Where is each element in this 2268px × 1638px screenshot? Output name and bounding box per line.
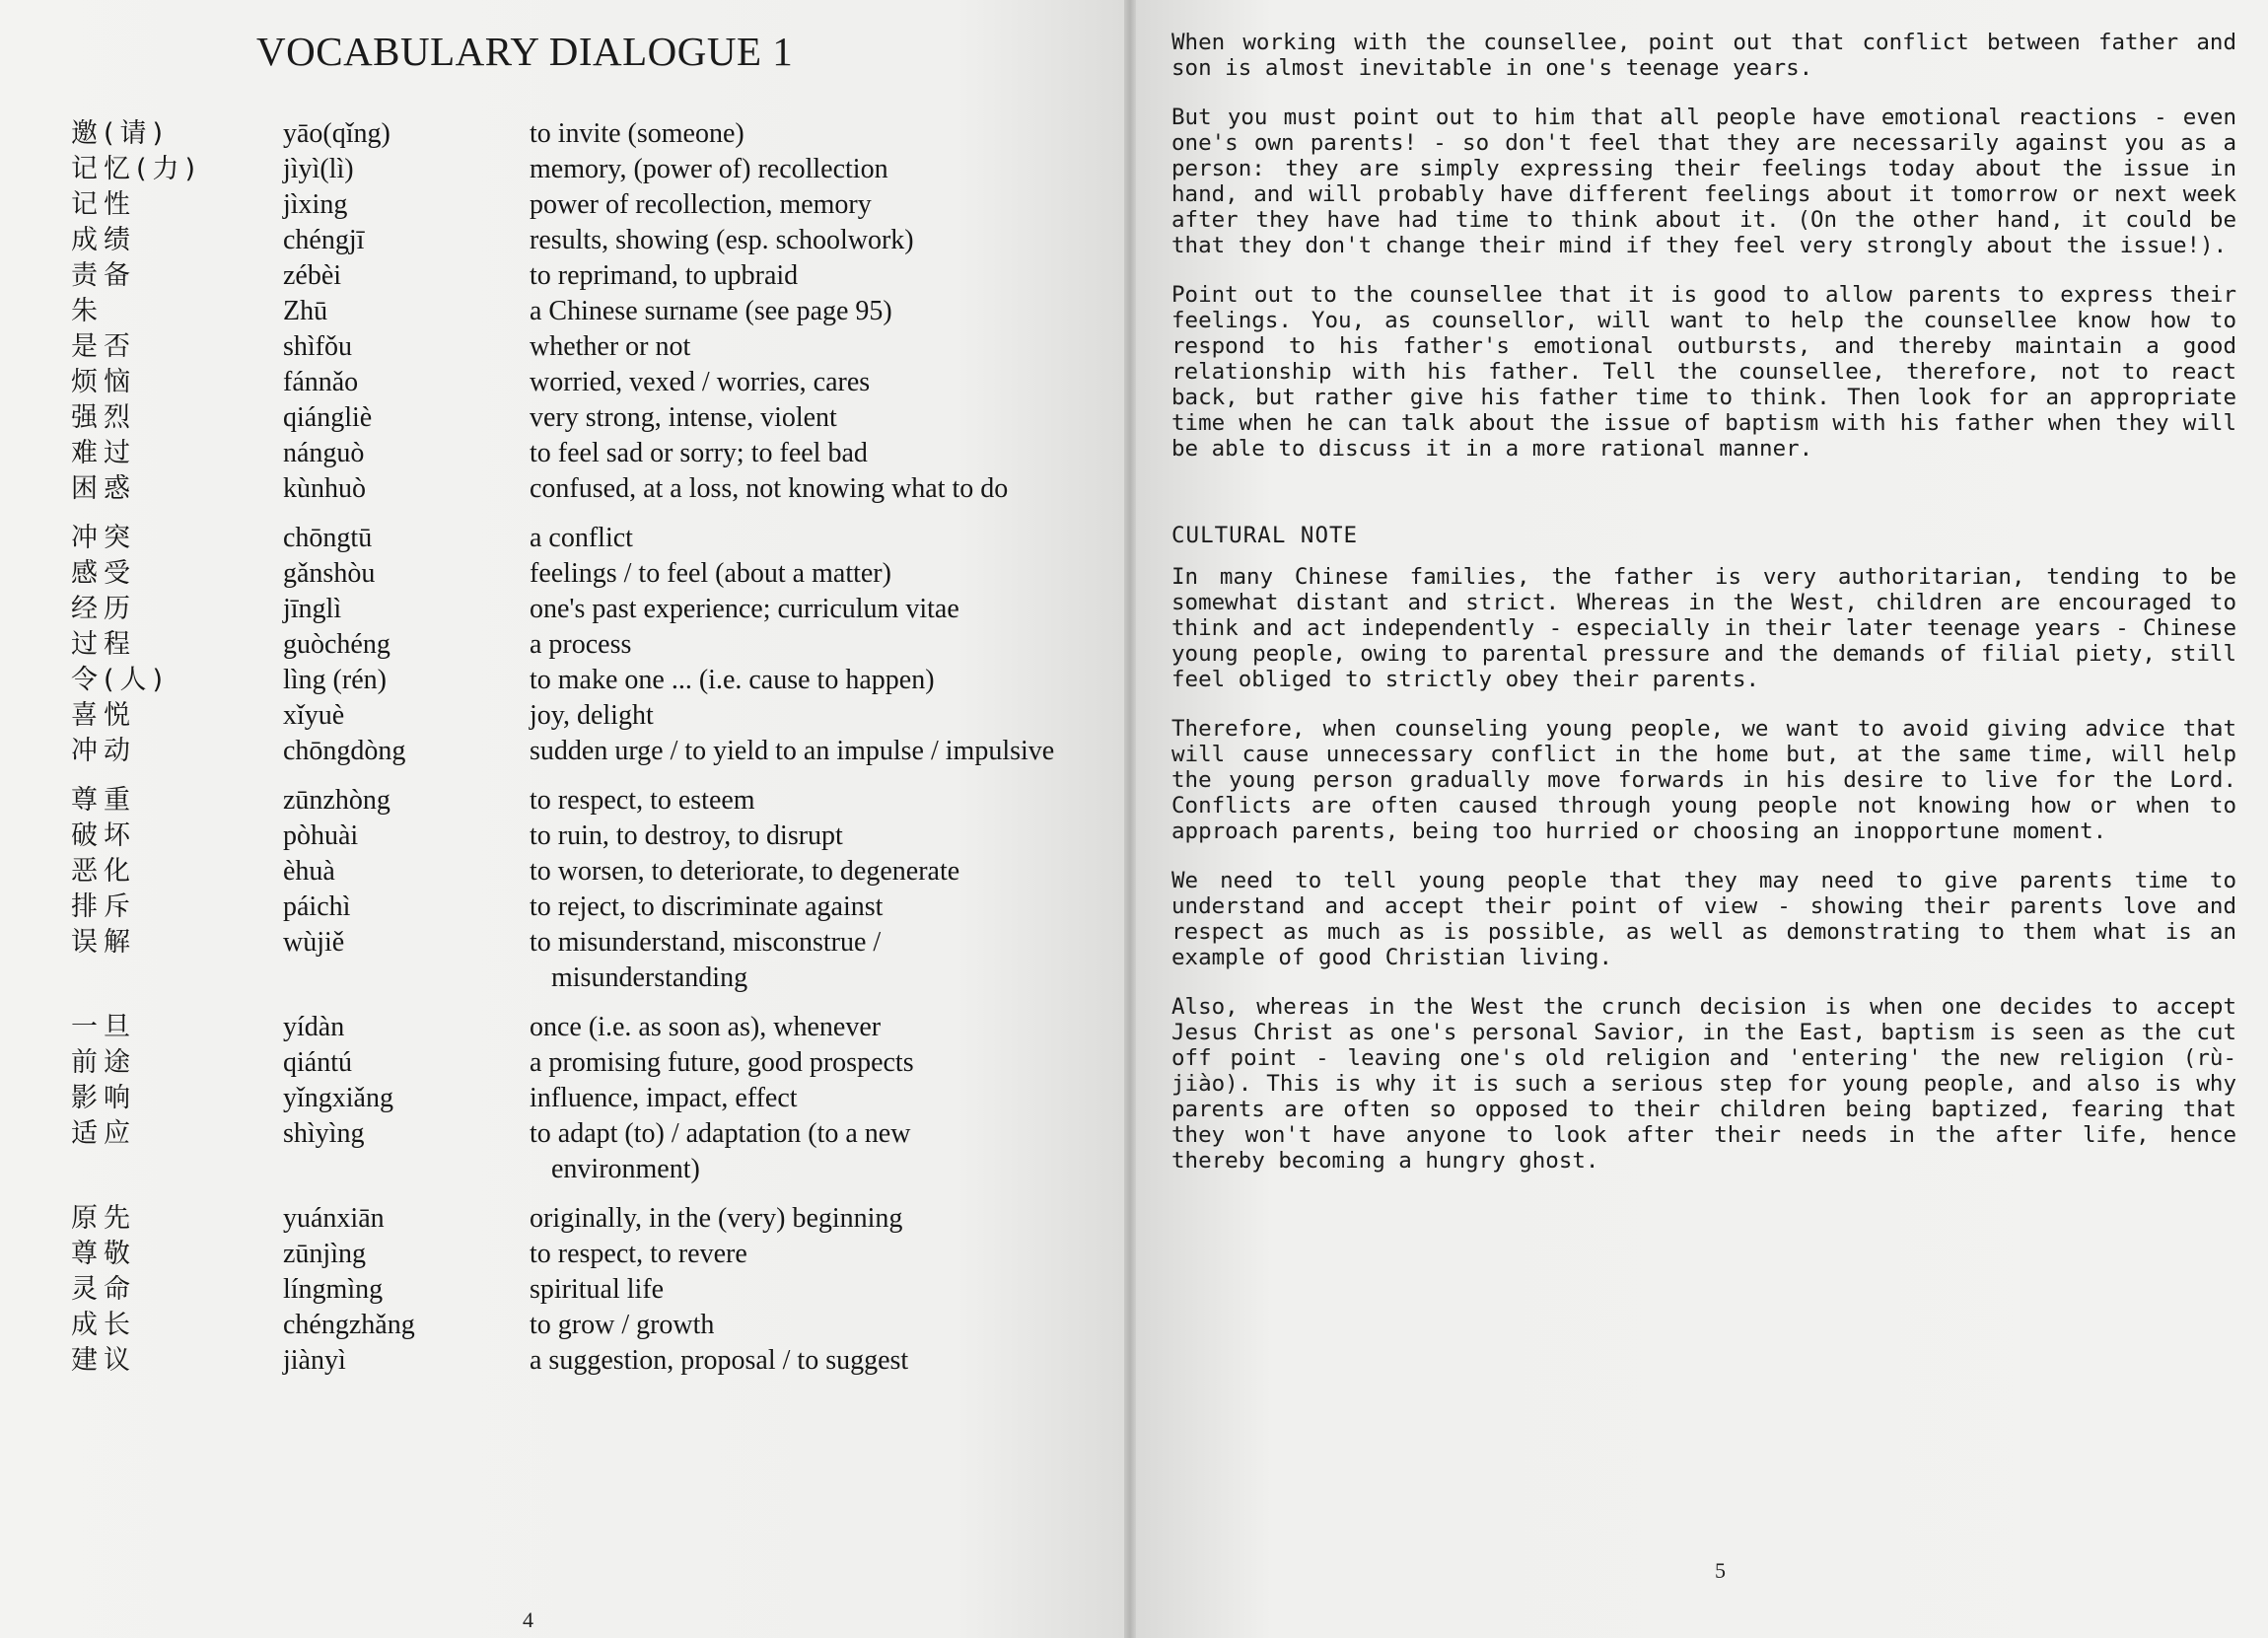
vocab-pinyin: shìyìng	[283, 1118, 365, 1149]
vocab-pinyin: chéngzhǎng	[283, 1310, 415, 1340]
vocab-entry	[71, 258, 1057, 294]
vocab-hanzi: 责备	[71, 260, 136, 291]
vocab-meaning: a suggestion, proposal / to suggest	[530, 1345, 909, 1376]
vocab-meaning: once (i.e. as soon as), whenever	[530, 1012, 882, 1042]
book-gutter	[1124, 0, 1136, 1638]
cultural-note-paragraph: Therefore, when counseling young people, we want to avoid giving advice that will cause unnecessary conflict in the home but, at the same time, will help the young person gradually move forwards in his desire to live for the Lord. Conflicts are often caused through young people not knowing how or when to approach parents, being too hurried or choosing an inopportune moment.	[1171, 716, 2236, 844]
vocab-hanzi: 是否	[71, 331, 136, 362]
vocab-meaning: worried, vexed / worries, cares	[530, 367, 871, 397]
page-number-right: 5	[1715, 1558, 1726, 1583]
vocab-entry	[71, 783, 1057, 819]
cultural-note-heading: CULTURAL NOTE	[1171, 523, 1359, 548]
vocab-hanzi: 影响	[71, 1083, 136, 1113]
vocab-hanzi: 记性	[71, 189, 136, 220]
vocab-entry	[71, 1010, 1057, 1045]
vocab-entry	[71, 400, 1057, 436]
vocab-hanzi: 记忆(力)	[71, 154, 202, 184]
cultural-note-paragraph: In many Chinese families, the father is very authoritarian, tending to be somewhat distant and strict. Whereas in the West, children are encouraged to think and act independently - especially in their later teenage years - Chinese young people, owing to parental pressure and the demands of filial piety, still feel obliged to strictly obey their parents.	[1171, 564, 2236, 692]
vocab-hanzi: 原先	[71, 1203, 136, 1234]
vocab-entry	[71, 521, 1057, 556]
vocab-pinyin: zūnzhòng	[283, 785, 390, 816]
vocab-hanzi: 一旦	[71, 1012, 136, 1042]
vocab-entry	[71, 890, 1057, 925]
vocab-entry	[71, 436, 1057, 471]
vocab-meaning: feelings / to feel (about a matter)	[530, 558, 891, 589]
cultural-note-paragraph: Also, whereas in the West the crunch decision is when one decides to accept Jesus Christ as one's personal Savior, in the East, baptism is seen as the cut off point - leaving one's old religion and 'entering' the new religion (rù-jiào). This is why it is such a serious step for young people, and also is why parents are often so opposed to their children being baptized, fearing that they won't have anyone to look after their needs in the after life, hence thereby becoming a hungry ghost.	[1171, 994, 2236, 1174]
vocab-entry	[71, 663, 1057, 698]
vocab-meaning: sudden urge / to yield to an impulse / impulsive	[530, 736, 1055, 766]
vocab-meaning: very strong, intense, violent	[530, 402, 837, 433]
vocab-meaning: to reject, to discriminate against	[530, 891, 884, 922]
vocab-hanzi: 排斥	[71, 891, 136, 922]
vocab-pinyin: guòchéng	[283, 629, 390, 660]
vocab-pinyin: jīnglì	[283, 594, 342, 624]
vocab-meaning: results, showing (esp. schoolwork)	[530, 225, 914, 255]
vocab-meaning: influence, impact, effect	[530, 1083, 798, 1113]
vocab-entry	[71, 1308, 1057, 1343]
vocab-entry	[71, 223, 1057, 258]
vocab-entry	[71, 187, 1057, 223]
vocab-meaning: spiritual life	[530, 1274, 665, 1305]
vocab-pinyin: fánnǎo	[283, 367, 359, 397]
vocab-meaning: originally, in the (very) beginning	[530, 1203, 903, 1234]
vocab-hanzi: 朱	[71, 296, 104, 326]
vocab-entry	[71, 1343, 1057, 1379]
vocab-meaning: memory, (power of) recollection	[530, 154, 888, 184]
vocab-pinyin: yāo(qǐng)	[283, 118, 390, 149]
vocab-entry	[71, 1201, 1057, 1237]
vocab-pinyin: pòhuài	[283, 820, 359, 851]
vocab-pinyin: jiànyì	[283, 1345, 346, 1376]
vocab-pinyin: gǎnshòu	[283, 558, 376, 589]
vocabulary-list	[71, 116, 1057, 1379]
vocab-hanzi: 恶化	[71, 856, 136, 887]
vocab-entry	[71, 734, 1057, 769]
vocab-meaning: to respect, to revere	[530, 1239, 747, 1269]
vocab-entry	[71, 294, 1057, 329]
vocab-entry	[71, 152, 1057, 187]
vocab-hanzi: 冲动	[71, 736, 136, 766]
vocab-pinyin: lìng (rén)	[283, 665, 387, 695]
vocab-hanzi: 经历	[71, 594, 136, 624]
vocab-pinyin: jìxing	[283, 189, 348, 220]
vocab-entry	[71, 556, 1057, 592]
vocab-pinyin: yuánxiān	[283, 1203, 385, 1234]
vocab-pinyin: zūnjìng	[283, 1239, 366, 1269]
cultural-note-paragraph: We need to tell young people that they may need to give parents time to understand and accept their point of view - showing their parents love and respect as much as is possible, as well as demonstrating to them what is an example of good Christian living.	[1171, 868, 2236, 970]
vocab-hanzi: 强烈	[71, 402, 136, 433]
vocab-meaning: to misunderstand, misconstrue / misunderstanding	[530, 927, 882, 993]
vocab-entry	[71, 116, 1057, 152]
vocab-meaning: confused, at a loss, not knowing what to do	[530, 473, 1009, 504]
left-page	[0, 0, 1124, 1638]
vocab-meaning: whether or not	[530, 331, 691, 362]
vocab-pinyin: chōngdòng	[283, 736, 406, 766]
vocab-hanzi: 感受	[71, 558, 136, 589]
vocab-pinyin: nánguò	[283, 438, 365, 468]
vocabulary-title: VOCABULARY DIALOGUE 1	[256, 29, 794, 74]
vocab-hanzi: 适应	[71, 1118, 136, 1149]
vocab-hanzi: 困惑	[71, 473, 136, 504]
vocab-pinyin: páichì	[283, 891, 351, 922]
vocab-pinyin: jìyì(lì)	[283, 154, 354, 184]
vocab-entry	[71, 365, 1057, 400]
vocab-entry	[71, 329, 1057, 365]
vocab-entry	[71, 1116, 1057, 1187]
vocab-entry	[71, 819, 1057, 854]
vocab-meaning: a promising future, good prospects	[530, 1047, 914, 1078]
vocab-hanzi: 喜悦	[71, 700, 136, 731]
vocab-meaning: a Chinese surname (see page 95)	[530, 296, 892, 326]
notes-paragraph: Point out to the counsellee that it is good to allow parents to express their feelings. You, as counsellor, will want to help the counsellee know how to respond to his father's emotional outbursts, and thereby maintain a good relationship with his father. Tell the counsellee, therefore, not to react back, but rather give his father time to think. Then look for an appropriate time when he can talk about the issue of baptism with his father when they will be able to discuss it in a more rational manner.	[1171, 282, 2236, 462]
vocab-hanzi: 误解	[71, 927, 136, 958]
vocab-meaning: to reprimand, to upbraid	[530, 260, 799, 291]
vocab-meaning: to make one ... (i.e. cause to happen)	[530, 665, 935, 695]
vocab-meaning: joy, delight	[530, 700, 654, 731]
vocab-entry	[71, 854, 1057, 890]
right-page	[1136, 0, 2268, 1638]
vocab-hanzi: 冲突	[71, 523, 136, 553]
vocab-meaning: to adapt (to) / adaptation (to a new environment)	[530, 1118, 911, 1184]
notes-paragraph: But you must point out to him that all people have emotional reactions - even one's own parents! - so don't feel that they are necessarily against you as a person: they are simply expressing their feelings today about the issue in hand, and will probably have different feelings about it tomorrow or next week after they have had time to think about it. (On the other hand, it could be that they don't change their mind if they feel very strongly about the issue!).	[1171, 105, 2236, 258]
vocab-pinyin: xǐyuè	[283, 700, 345, 731]
vocab-meaning: to invite (someone)	[530, 118, 744, 149]
vocab-pinyin: qiántú	[283, 1047, 352, 1078]
vocab-pinyin: chéngjī	[283, 225, 365, 255]
page-number-left: 4	[523, 1607, 533, 1632]
vocab-hanzi: 难过	[71, 438, 136, 468]
vocab-hanzi: 尊敬	[71, 1239, 136, 1269]
vocab-pinyin: yídàn	[283, 1012, 345, 1042]
vocab-meaning: to grow / growth	[530, 1310, 715, 1340]
vocab-pinyin: Zhū	[283, 296, 328, 326]
vocab-hanzi: 成绩	[71, 225, 136, 255]
vocab-meaning: a conflict	[530, 523, 633, 553]
vocab-hanzi: 灵命	[71, 1274, 136, 1305]
vocab-meaning: to respect, to esteem	[530, 785, 755, 816]
vocab-hanzi: 过程	[71, 629, 136, 660]
vocab-meaning: power of recollection, memory	[530, 189, 872, 220]
vocab-entry	[71, 627, 1057, 663]
vocab-entry	[71, 471, 1057, 507]
vocab-hanzi: 令(人)	[71, 665, 170, 695]
vocab-pinyin: èhuà	[283, 856, 335, 887]
vocab-entry	[71, 1081, 1057, 1116]
vocab-pinyin: kùnhuò	[283, 473, 366, 504]
counselling-notes	[1171, 30, 2236, 1197]
vocab-pinyin: wùjiě	[283, 927, 345, 958]
vocab-entry	[71, 1272, 1057, 1308]
notes-paragraph: When working with the counsellee, point out that conflict between father and son is almost inevitable in one's teenage years.	[1171, 30, 2236, 81]
vocab-hanzi: 成长	[71, 1310, 136, 1340]
vocab-hanzi: 前途	[71, 1047, 136, 1078]
vocab-entry	[71, 1045, 1057, 1081]
vocab-meaning: a process	[530, 629, 632, 660]
vocab-hanzi: 尊重	[71, 785, 136, 816]
vocab-pinyin: língmìng	[283, 1274, 384, 1305]
vocab-pinyin: zébèi	[283, 260, 342, 291]
vocab-meaning: to ruin, to destroy, to disrupt	[530, 820, 843, 851]
vocab-hanzi: 破坏	[71, 820, 136, 851]
vocab-pinyin: yǐngxiǎng	[283, 1083, 393, 1113]
vocab-entry	[71, 925, 1057, 996]
vocab-entry	[71, 698, 1057, 734]
vocab-meaning: to worsen, to deteriorate, to degenerate	[530, 856, 960, 887]
vocab-pinyin: shìfǒu	[283, 331, 352, 362]
vocab-entry	[71, 1237, 1057, 1272]
vocab-meaning: one's past experience; curriculum vitae	[530, 594, 959, 624]
vocab-pinyin: chōngtū	[283, 523, 373, 553]
vocab-hanzi: 烦恼	[71, 367, 136, 397]
vocab-hanzi: 建议	[71, 1345, 136, 1376]
vocab-meaning: to feel sad or sorry; to feel bad	[530, 438, 868, 468]
vocab-pinyin: qiángliè	[283, 402, 373, 433]
vocab-entry	[71, 592, 1057, 627]
vocab-hanzi: 邀(请)	[71, 118, 170, 149]
